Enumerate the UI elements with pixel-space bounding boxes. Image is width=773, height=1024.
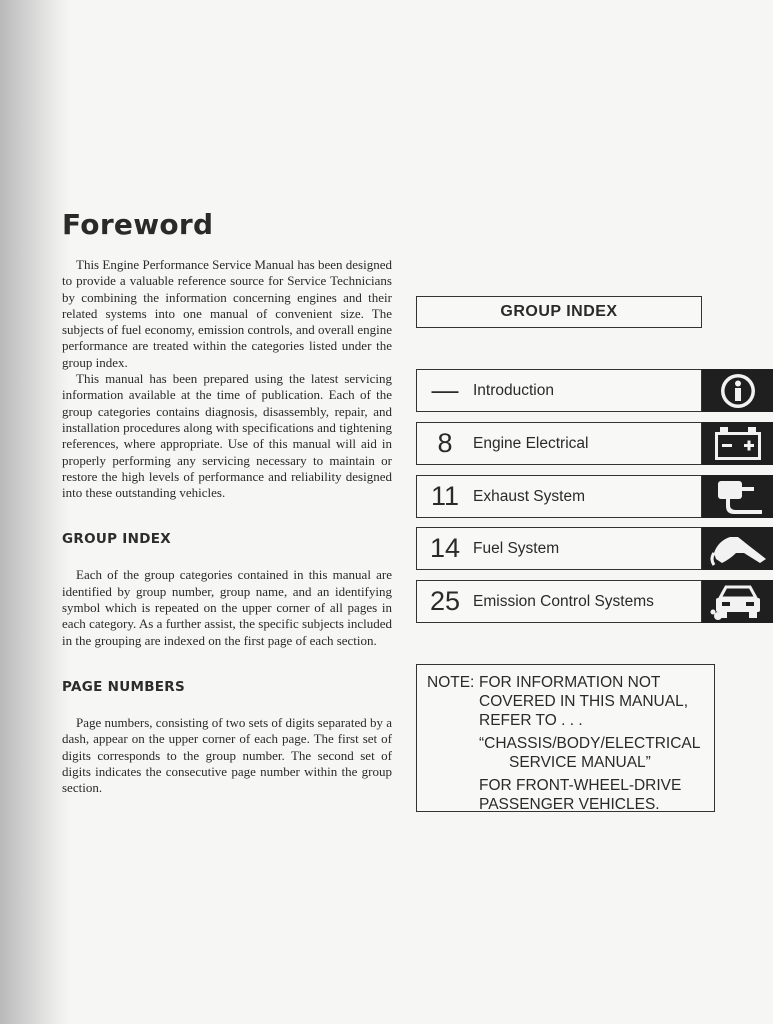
group-index-paragraph: Each of the group categories contained in this manual are identified by group number, group name, and an identifying symbol which is repeated on the upper corner of all pages in each category. As a further assist, the specific subjects included in the grouping are indexed on the first page of each section. bbox=[62, 567, 392, 648]
group-index-item-introduction[interactable] bbox=[416, 369, 773, 412]
note-line-5: SERVICE MANUAL” bbox=[509, 754, 651, 771]
page-binding-shadow bbox=[0, 0, 70, 1024]
foreword-paragraph-2: This manual has been prepared using the latest servicing information available at the time of publication. Each of the group categories contains diagnosis, disassembly, repair, and installation procedures along with specifications and tightening references, where appropriate. Use of this manual will aid in properly performing any servicing necessary to maintain or restore the high levels of performance and reliability designed into these outstanding vehicles. bbox=[62, 371, 392, 501]
group-label: Exhaust System bbox=[473, 487, 585, 505]
note-box bbox=[416, 664, 715, 812]
page-numbers-paragraph: Page numbers, consisting of two sets of digits separated by a dash, appear on the upper corner of each page. The first set of digits corresponds to the group number. The second set of digits indicates the consecutive page number within the group section. bbox=[62, 714, 392, 796]
foreword-paragraph-1: This Engine Performance Service Manual has been designed to provide a valuable reference source for Service Technicians by combining the information concerning engines and their related systems into one manual of convenient size. The subjects of fuel economy, emission controls, and overall engine performance are treated within the categories listed under the group index. bbox=[62, 257, 392, 370]
group-number: 25 bbox=[429, 586, 461, 616]
fuel-nozzle-icon bbox=[702, 527, 773, 570]
group-index-item-exhaust-system[interactable] bbox=[416, 475, 773, 518]
foreword-title: Foreword bbox=[62, 208, 214, 241]
group-label: Emission Control Systems bbox=[473, 592, 654, 610]
muffler-icon bbox=[702, 475, 773, 518]
group-number: — bbox=[431, 375, 459, 405]
note-line-7: PASSENGER VEHICLES. bbox=[479, 796, 660, 813]
note-label: NOTE: bbox=[427, 674, 475, 691]
group-index-item-emission-control-systems[interactable] bbox=[416, 580, 773, 623]
note-line-3: REFER TO . . . bbox=[479, 712, 583, 729]
group-label: Fuel System bbox=[473, 539, 560, 557]
group-label: Introduction bbox=[473, 381, 554, 399]
group-number: 14 bbox=[429, 533, 461, 563]
group-label: Engine Electrical bbox=[473, 434, 589, 452]
group-index-heading: GROUP INDEX bbox=[62, 531, 171, 548]
group-index-box-header: GROUP INDEX bbox=[416, 296, 702, 328]
group-number: 8 bbox=[437, 428, 453, 458]
group-index-item-engine-electrical[interactable] bbox=[416, 422, 773, 465]
note-line-6: FOR FRONT-WHEEL-DRIVE bbox=[479, 777, 682, 794]
group-index-item-fuel-system[interactable] bbox=[416, 527, 773, 570]
info-icon bbox=[702, 369, 773, 412]
note-line-1: FOR INFORMATION NOT bbox=[479, 674, 661, 691]
battery-icon bbox=[702, 422, 773, 465]
foreword-column bbox=[62, 208, 392, 796]
group-number: 11 bbox=[430, 481, 460, 511]
page-numbers-heading: PAGE NUMBERS bbox=[62, 678, 186, 695]
note-line-4: “CHASSIS/BODY/ELECTRICAL bbox=[479, 735, 701, 752]
car-emission-icon bbox=[702, 580, 773, 623]
note-line-2: COVERED IN THIS MANUAL, bbox=[479, 693, 689, 710]
